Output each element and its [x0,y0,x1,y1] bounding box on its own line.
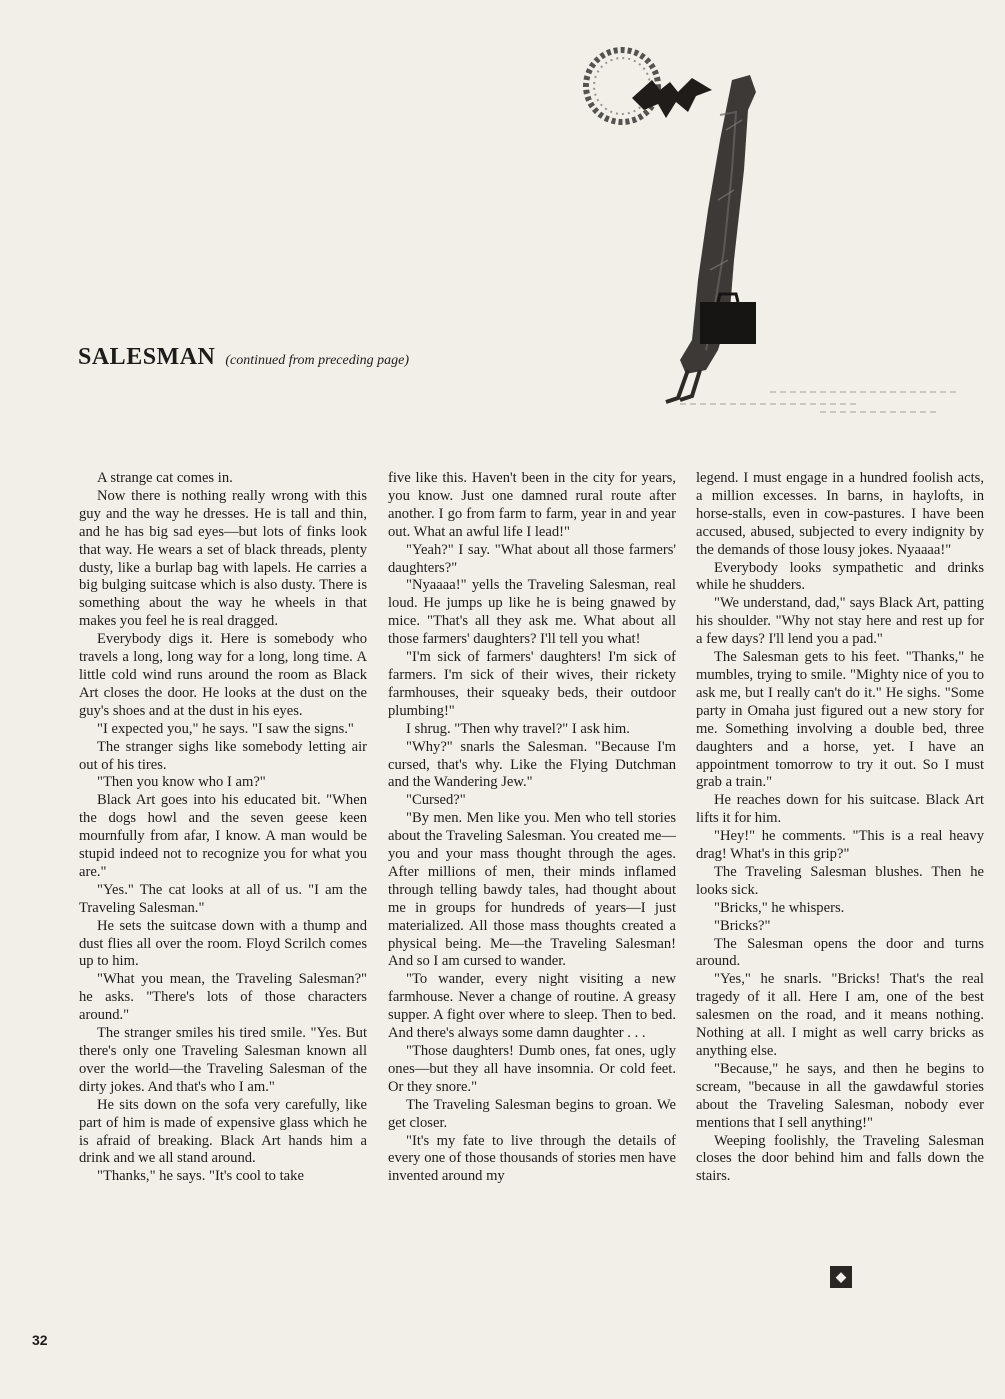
paragraph: The Salesman opens the door and turns around. [696,935,984,970]
paragraph: "I expected you," he says. "I saw the signs." [97,720,354,737]
paragraph: The Traveling Salesman begins to groan. We get closer. [388,1096,676,1131]
paragraph: The Salesman gets to his feet. "Thanks," he mumbles, trying to smile. "Mighty nice of you to ask me, but I really can't do it." He sighs. "Some party in Omaha just figured out a new story for me. Something involving a double bed, three daughters and a horse, yet. I have an appointment tomorrow to try it out. So I must grab a train." [696,649,984,791]
paragraph: "To wander, every night visiting a new farmhouse. Never a change of routine. A greasy supper. A fight over where to sleep. Then to bed. And there's always some damn daughter . . . [388,971,676,1042]
paragraph: "Then you know who I am?" [97,774,266,791]
text-column-1 [79,470,367,1186]
salesman-moon-bat-illustration [560,20,980,420]
paragraph: "Bricks?" [714,917,771,934]
paragraph: "Yes," he snarls. "Bricks! That's the real tragedy of it all. Here I am, one of the best salesmen on the road, and it means nothing. Nothing at all. I might as well carry bricks as anything else. [696,971,984,1059]
paragraph: "I'm sick of farmers' daughters! I'm sick of farmers. I'm sick of their wives, their rickety farmhouses, their squeaky beds, their outdoor plumbing!" [388,649,676,719]
paragraph: "Thanks," he says. "It's cool to take [97,1168,304,1185]
paragraph: I shrug. "Then why travel?" I ask him. [406,720,630,737]
page-number: 32 [32,1332,48,1348]
text-column-3 [696,470,984,1186]
paragraph: legend. I must engage in a hundred foolish acts, a million excesses. In barns, in haylofts, in horse-stalls, even in cow-pastures. I have been accused, abused, subjected to every indignity by the demands of those lousy jokes. Nyaaaa!" [696,470,984,558]
paragraph: Black Art goes into his educated bit. "When the dogs howl and the seven geese keen mournfully from afar, I know. A man would be stupid indeed not to recognize you for what you are." [79,792,367,880]
paragraph: The Traveling Salesman blushes. Then he looks sick. [696,863,984,898]
paragraph: "Cursed?" [406,792,466,809]
paragraph: "Yes." The cat looks at all of us. "I am the Traveling Salesman." [79,881,367,916]
paragraph: Everybody digs it. Here is somebody who travels a long, long way for a long, long time. A little cold wind runs around the room as Black Art closes the door. He looks at the dust on the guy's shoes and at the dust in his eyes. [79,631,367,719]
paragraph: Everybody looks sympathetic and drinks while he shudders. [696,559,984,594]
article-heading [78,344,409,371]
paragraph: Now there is nothing really wrong with this guy and the way he dresses. He is tall and thin, and he has big sad eyes—but lots of finks look that way. He wears a set of black threads, plenty dusty, like a burlap bag with lapels. He carries a big bulging suitcase which is also dusty. There is something about the way he wheels in that makes you feel he is real dragged. [79,487,367,630]
paragraph: He reaches down for his suitcase. Black Art lifts it for him. [696,792,984,827]
paragraph: "Those daughters! Dumb ones, fat ones, ugly ones—but they all have insomnia. Or cold feet. Or they snore." [388,1043,676,1095]
paragraph: "Nyaaaa!" yells the Traveling Salesman, real loud. He jumps up like he is being gnawed by mice. "That's all they ask me. What about all those farmers' daughters? I'll tell you what! [388,577,676,648]
paragraph: "Because," he says, and then he begins to scream, "because in all the gawdawful stories about the Traveling Salesman, nobody ever mentions that I sell anything!" [696,1060,984,1131]
paragraph: "Hey!" he comments. "This is a real heavy drag! What's in this grip?" [696,828,984,863]
rabbit-head-end-mark-icon: ◆ [830,1266,852,1288]
paragraph: A strange cat comes in. [97,470,233,486]
paragraph: "Yeah?" I say. "What about all those farmers' daughters?" [388,541,676,576]
paragraph: Weeping foolishly, the Traveling Salesman closes the door behind him and falls down the stairs. [696,1132,984,1185]
paragraph: He sets the suitcase down with a thump and dust flies all over the room. Floyd Scrilch comes up to him. [79,917,367,970]
paragraph: He sits down on the sofa very carefully, like part of him is made of expensive glass which he is afraid of breaking. Black Art hands him a drink and we all stand around. [79,1096,367,1167]
paragraph: "Bricks," he whispers. [714,899,845,916]
paragraph: five like this. Haven't been in the city for years, you know. Just one damned rural route after another. I go from farm to farm, year in and year out. What an awful life I lead!" [388,470,676,540]
paragraph: "Why?" snarls the Salesman. "Because I'm cursed, that's why. Like the Flying Dutchman and the Wandering Jew." [388,738,676,791]
paragraph: The stranger sighs like somebody letting air out of his tires. [79,738,367,773]
paragraph: "We understand, dad," says Black Art, patting his shoulder. "Why not stay here and rest up for a few days? I'll lend you a pad." [696,595,984,648]
paragraph: "It's my fate to live through the details of every one of those thousands of stories men have invented around my [388,1132,676,1185]
paragraph: "What you mean, the Traveling Salesman?" he asks. "There's lots of those characters around." [79,971,367,1024]
paragraph: The stranger smiles his tired smile. "Yes. But there's only one Traveling Salesman known all over the world—the Traveling Salesman of the dirty jokes. And that's who I am." [79,1025,367,1095]
paragraph: "By men. Men like you. Men who tell stories about the Traveling Salesman. You created me—you and your mass thought through the ages. After millions of men, their minds inflamed through telling bawdy tales, had thought about me in groups for hundreds of years—I just materialized. All those mass thoughts created a physical being. Me—the Traveling Salesman! And so I am cursed to wander. [388,810,676,970]
text-column-2 [388,470,676,1186]
continuation-note: (continued from preceding page) [225,353,409,368]
article-title: SALESMAN [78,344,216,370]
